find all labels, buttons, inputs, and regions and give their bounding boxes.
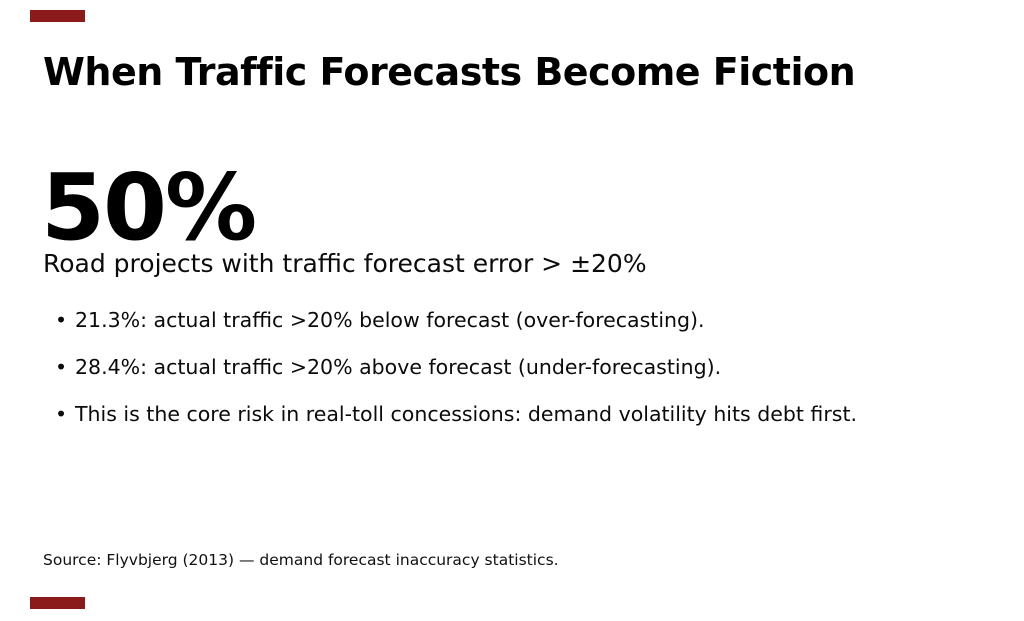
stat-label: Road projects with traffic forecast error > ±20% [43, 249, 647, 278]
accent-bar-top [30, 10, 85, 22]
accent-bar-bottom [30, 597, 85, 609]
bullet-item-under-forecasting: • 28.4%: actual traffic >20% above forecast (under-forecasting). [55, 353, 985, 381]
source-citation: Source: Flyvbjerg (2013) — demand forecast inaccuracy statistics. [43, 551, 559, 569]
slide-title: When Traffic Forecasts Become Fiction [43, 50, 856, 94]
bullet-list [55, 306, 985, 447]
stat-value: 50% [41, 154, 256, 261]
bullet-item-core-risk: • This is the core risk in real-toll concessions: demand volatility hits debt first. [55, 400, 985, 428]
bullet-item-over-forecasting: • 21.3%: actual traffic >20% below forecast (over-forecasting). [55, 306, 985, 334]
